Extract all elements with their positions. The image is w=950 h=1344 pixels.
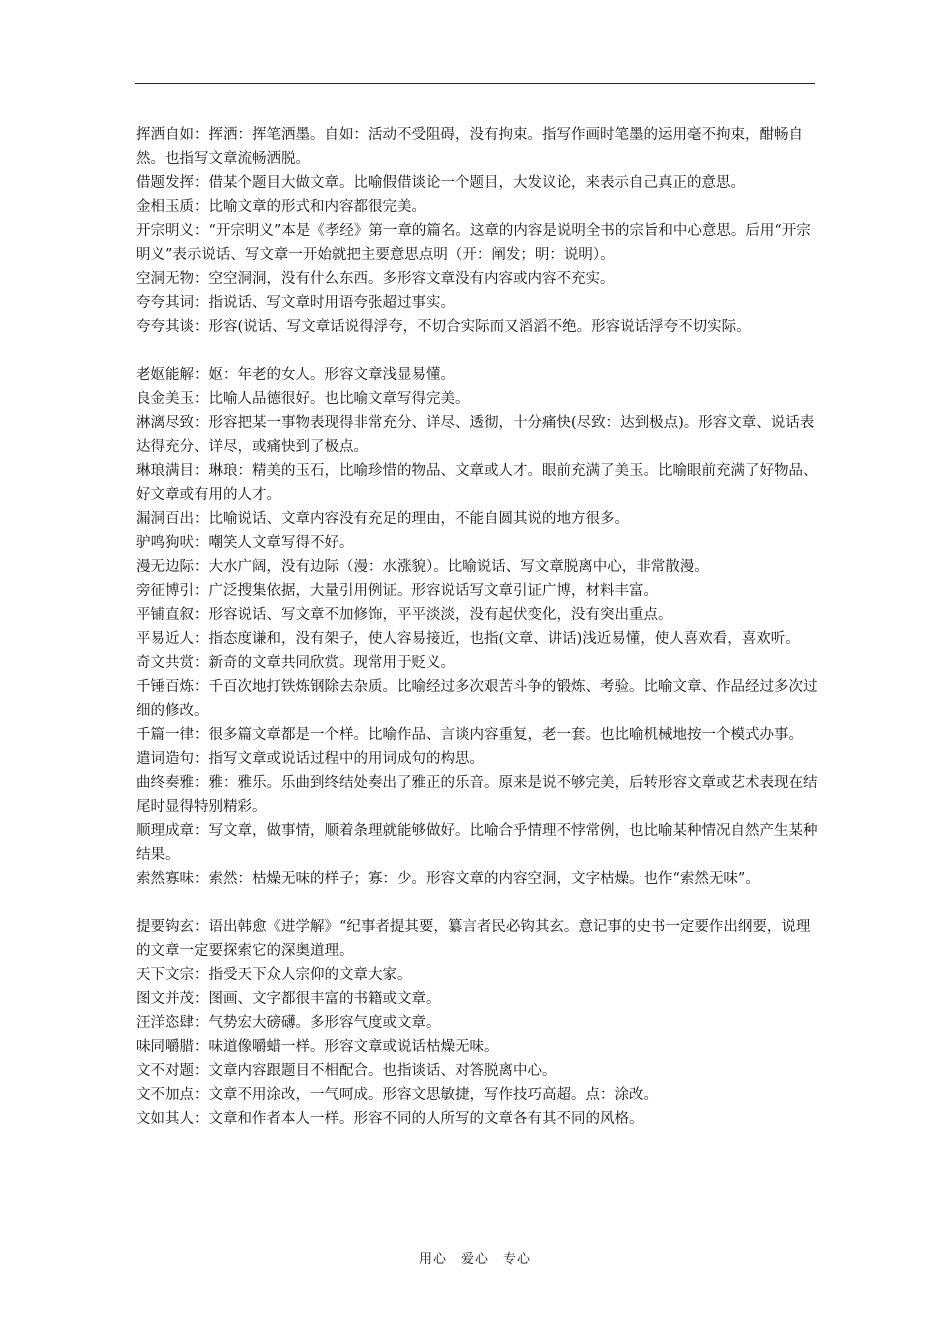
idiom-entry: 琳琅满目：琳琅：精美的玉石，比喻珍惜的物品、文章或人才。眼前充满了美玉。比喻眼前充满了好物品、好文章或有用的人才。 <box>136 463 818 503</box>
idiom-entry: 千锤百炼：千百次地打铁炼钢除去杂质。比喻经过多次艰苦斗争的锻炼、考验。比喻文章、作品经过多次过细的修改。 <box>136 679 818 719</box>
idiom-group-3 <box>136 915 818 1131</box>
idiom-entry: 索然寡味：索然：枯燥无味的样子；寡：少。形容文章的内容空洞，文字枯燥。也作“索然无味”。 <box>136 871 760 887</box>
idiom-entry: 空洞无物：空空洞洞，没有什么东西。多形容文章没有内容或内容不充实。 <box>136 271 615 287</box>
document-body <box>136 123 818 1131</box>
idiom-group-1 <box>136 123 818 339</box>
idiom-entry: 遣词造句：指写文章或说话过程中的用词成句的构思。 <box>136 751 484 767</box>
idiom-entry: 淋漓尽致：形容把某一事物表现得非常充分、详尽、透彻，十分痛快(尽致：达到极点)。形容文章、说话表达得充分、详尽，或痛快到了极点。 <box>136 415 815 455</box>
idiom-entry: 平易近人：指态度谦和，没有架子，使人容易接近，也指(文章、讲话)浅近易懂，使人喜欢看，喜欢听。 <box>136 631 800 647</box>
idiom-entry: 文如其人：文章和作者本人一样。形容不同的人所写的文章各有其不同的风格。 <box>136 1111 644 1127</box>
idiom-entry: 图文并茂：图画、文字都很丰富的书籍或文章。 <box>136 991 441 1007</box>
idiom-entry: 曲终奏雅：雅：雅乐。乐曲到终结处奏出了雅正的乐音。原来是说不够完美，后转形容文章或艺术表现在结尾时显得特别精彩。 <box>136 775 818 815</box>
header-rule <box>135 83 815 84</box>
idiom-group-2 <box>136 363 818 891</box>
idiom-entry: 文不加点：文章不用涂改，一气呵成。形容文思敏捷，写作技巧高超。点：涂改。 <box>136 1087 658 1103</box>
idiom-entry: 金相玉质：比喻文章的形式和内容都很完美。 <box>136 199 426 215</box>
idiom-entry: 提要钩玄：语出韩愈《进学解》“纪事者提其要，纂言者民必钩其玄。意记事的史书一定要作出纲要，说理的文章一定要探索它的深奥道理。 <box>136 919 811 959</box>
idiom-entry: 漫无边际：大水广阔，没有边际（漫：水涨貌）。比喻说话、写文章脱离中心，非常散漫。 <box>136 559 709 575</box>
idiom-entry: 漏洞百出：比喻说话、文章内容没有充足的理由，不能自圆其说的地方很多。 <box>136 511 629 527</box>
idiom-entry: 天下文宗：指受天下众人宗仰的文章大家。 <box>136 967 412 983</box>
idiom-entry: 千篇一律：很多篇文章都是一个样。比喻作品、言谈内容重复，老一套。也比喻机械地按一个模式办事。 <box>136 727 803 743</box>
idiom-entry: 挥洒自如：挥洒：挥笔洒墨。自如：活动不受阻碍，没有拘束。指写作画时笔墨的运用毫不拘束，酣畅自然。也指写文章流畅洒脱。 <box>136 127 803 167</box>
idiom-entry: 老妪能解：妪：年老的女人。形容文章浅显易懂。 <box>136 367 455 383</box>
idiom-entry: 开宗明义：“开宗明义”本是《孝经》第一章的篇名。这章的内容是说明全书的宗旨和中心意思。后用“开宗明义”表示说话、写文章一开始就把主要意思点明（开：阐发；明：说明）。 <box>136 223 811 263</box>
page-footer: 用心 爱心 专心 <box>418 1252 531 1267</box>
idiom-entry: 平铺直叙：形容说话、写文章不加修饰，平平淡淡，没有起伏变化，没有突出重点。 <box>136 607 673 623</box>
idiom-entry: 夸夸其词：指说话、写文章时用语夸张超过事实。 <box>136 295 455 311</box>
idiom-entry: 良金美玉：比喻人品德很好。也比喻文章写得完美。 <box>136 391 470 407</box>
idiom-entry: 文不对题：文章内容跟题目不相配合。也指谈话、对答脱离中心。 <box>136 1063 557 1079</box>
idiom-entry: 借题发挥：借某个题目大做文章。比喻假借谈论一个题目，大发议论，来表示自己真正的意思。 <box>136 175 745 191</box>
idiom-entry: 奇文共赏：新奇的文章共同欣赏。现常用于贬义。 <box>136 655 455 671</box>
idiom-entry: 旁征博引：广泛搜集依据，大量引用例证。形容说话写文章引证广博，材料丰富。 <box>136 583 658 599</box>
idiom-entry: 味同嚼腊：味道像嚼蜡一样。形容文章或说话枯燥无味。 <box>136 1039 499 1055</box>
idiom-entry: 夸夸其谈：形容(说话、写文章话说得浮夸，不切合实际而又滔滔不绝。形容说话浮夸不切实际。 <box>136 319 751 335</box>
group-spacer <box>136 339 818 363</box>
idiom-entry: 驴鸣狗吠：嘲笑人文章写得不好。 <box>136 535 354 551</box>
group-spacer <box>136 891 818 915</box>
idiom-entry: 汪洋恣肆：气势宏大磅礴。多形容气度或文章。 <box>136 1015 441 1031</box>
idiom-entry: 顺理成章：写文章，做事情，顺着条理就能够做好。比喻合乎情理不悖常例，也比喻某种情况自然产生某种结果。 <box>136 823 818 863</box>
